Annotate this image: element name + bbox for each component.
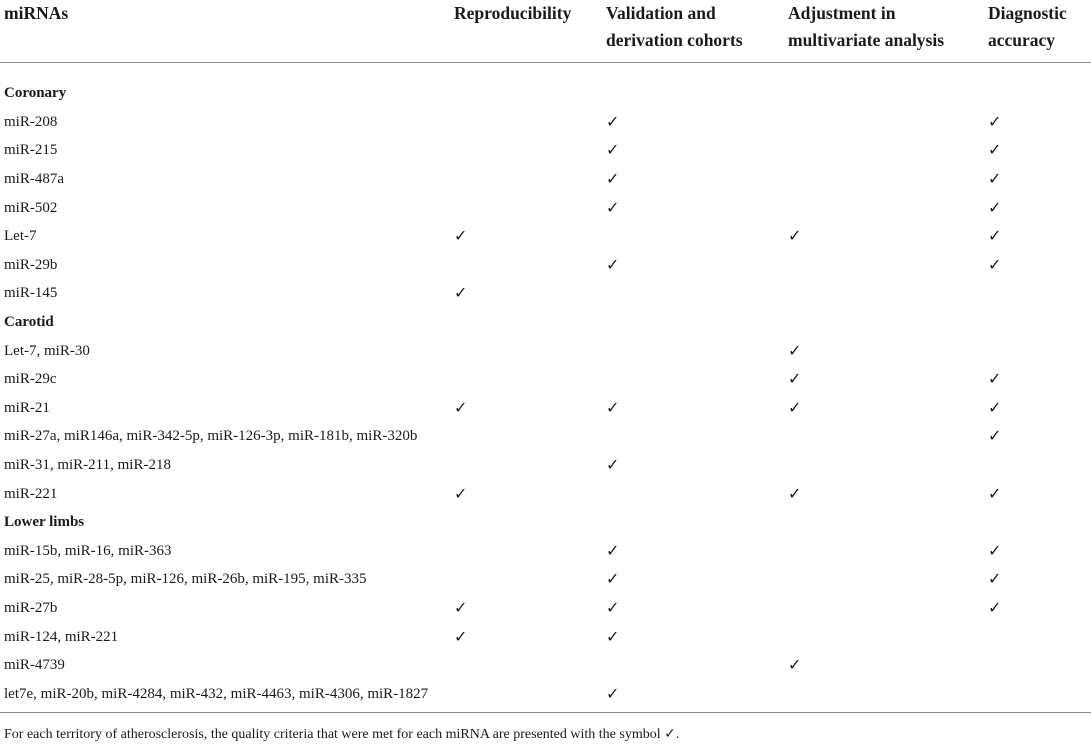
- criteria-cell: [784, 594, 984, 623]
- criteria-cell: [602, 594, 784, 623]
- criteria-cell: [602, 422, 784, 451]
- table-row: [0, 394, 1091, 423]
- checkmark-icon: ✓: [454, 226, 468, 246]
- table-row: [0, 165, 1091, 194]
- criteria-cell: [602, 565, 784, 594]
- criteria-cell: [450, 136, 602, 165]
- checkmark-icon: ✓: [606, 569, 620, 589]
- table-row: [0, 565, 1091, 594]
- mirna-name-cell: miR-29c: [4, 371, 57, 388]
- criteria-cell: [602, 251, 784, 280]
- criteria-cell: [784, 108, 984, 137]
- criteria-cell: [984, 651, 1091, 680]
- criteria-cell: [984, 594, 1091, 623]
- checkmark-icon: ✓: [988, 597, 1002, 617]
- section-header-row: [0, 308, 1091, 337]
- table-row: [0, 622, 1091, 651]
- criteria-cell: [784, 479, 984, 508]
- checkmark-icon: ✓: [606, 169, 620, 189]
- criteria-cell: [450, 422, 602, 451]
- criteria-cell: [602, 479, 784, 508]
- criteria-cell: [984, 108, 1091, 137]
- header-line: derivation cohorts: [606, 30, 743, 50]
- table-row: [0, 336, 1091, 365]
- criteria-cell: [450, 651, 602, 680]
- criteria-cell: [784, 651, 984, 680]
- criteria-cell: [984, 479, 1091, 508]
- table-row: [0, 651, 1091, 680]
- criteria-cell: [602, 394, 784, 423]
- checkmark-icon: ✓: [606, 140, 620, 160]
- header-line: multivariate analysis: [788, 30, 945, 50]
- header-line: Diagnostic: [988, 3, 1067, 23]
- header-adjustment-multivariate: [784, 0, 984, 63]
- criteria-cell: [450, 537, 602, 566]
- criteria-cell: [602, 679, 784, 712]
- table-row: [0, 679, 1091, 712]
- criteria-cell: [784, 622, 984, 651]
- criteria-cell: [450, 622, 602, 651]
- checkmark-icon: ✓: [606, 597, 620, 617]
- checkmark-icon: ✓: [454, 397, 468, 417]
- checkmark-icon: ✓: [988, 226, 1002, 246]
- criteria-cell: [784, 165, 984, 194]
- mirna-name-cell: miR-15b, miR-16, miR-363: [4, 542, 172, 559]
- criteria-cell: [602, 108, 784, 137]
- table-row: [0, 365, 1091, 394]
- mirna-name-cell: miR-487a: [4, 171, 64, 188]
- mirna-name-cell: let7e, miR-20b, miR-4284, miR-432, miR-4463, miR-4306, miR-1827: [0, 679, 450, 712]
- criteria-cell: [450, 565, 602, 594]
- table-row: [0, 136, 1091, 165]
- checkmark-icon: ✓: [788, 226, 802, 246]
- mirna-name-cell: miR-208: [4, 113, 58, 130]
- table-row: [0, 193, 1091, 222]
- mirna-name-cell: miR-29b: [4, 256, 58, 273]
- table-row: [0, 537, 1091, 566]
- criteria-cell: [450, 451, 602, 480]
- footnote-end: .: [675, 727, 680, 742]
- mirna-name-cell: miR-215: [4, 142, 58, 159]
- criteria-cell: [784, 222, 984, 251]
- checkmark-icon: ✓: [606, 626, 620, 646]
- checkmark-icon: ✓: [454, 597, 468, 617]
- checkmark-icon: ✓: [606, 197, 620, 217]
- header-line: Validation and: [606, 3, 716, 23]
- criteria-cell: [784, 365, 984, 394]
- mirna-name-cell: miR-21: [4, 399, 50, 416]
- mirna-name-cell: miR-145: [4, 285, 58, 302]
- criteria-cell: [984, 165, 1091, 194]
- table-row: [0, 222, 1091, 251]
- criteria-cell: [984, 451, 1091, 480]
- criteria-cell: [602, 222, 784, 251]
- criteria-cell: [450, 479, 602, 508]
- criteria-cell: [984, 222, 1091, 251]
- checkmark-icon: ✓: [606, 254, 620, 274]
- section-header-row: [0, 63, 1091, 108]
- header-line: miRNAs: [4, 3, 69, 23]
- criteria-cell: [602, 336, 784, 365]
- checkmark-icon: ✓: [788, 397, 802, 417]
- checkmark-icon: ✓: [988, 483, 1002, 503]
- checkmark-icon: ✓: [788, 655, 802, 675]
- table-header: [0, 0, 1091, 63]
- criteria-cell: [784, 422, 984, 451]
- criteria-cell: [602, 537, 784, 566]
- header-line: Reproducibility: [454, 3, 572, 23]
- criteria-cell: [602, 136, 784, 165]
- checkmark-icon: ✓: [454, 483, 468, 503]
- criteria-cell: [450, 279, 602, 308]
- checkmark-icon: ✓: [606, 540, 620, 560]
- mirna-name-cell: miR-31, miR-211, miR-218: [4, 457, 171, 474]
- table-row: [0, 594, 1091, 623]
- table-row: [0, 251, 1091, 280]
- criteria-cell: [450, 365, 602, 394]
- criteria-cell: [984, 422, 1091, 451]
- checkmark-icon: ✓: [988, 140, 1002, 160]
- table-row: [0, 279, 1091, 308]
- criteria-cell: [602, 622, 784, 651]
- mirna-name-cell: miR-4739: [4, 657, 65, 674]
- criteria-cell: [602, 651, 784, 680]
- criteria-cell: [784, 251, 984, 280]
- checkmark-icon: ✓: [988, 569, 1002, 589]
- criteria-cell: [784, 451, 984, 480]
- criteria-cell: [602, 365, 784, 394]
- section-label: Coronary: [4, 85, 67, 102]
- criteria-cell: [984, 679, 1091, 712]
- criteria-cell: [784, 279, 984, 308]
- section-label: Lower limbs: [4, 514, 85, 531]
- mirna-name-cell: miR-221: [4, 485, 58, 502]
- footnote-text: For each territory of atherosclerosis, the quality criteria that were met for each miRNA are presented with the symbol: [4, 727, 665, 742]
- header-row: [0, 0, 1091, 63]
- criteria-cell: [450, 679, 602, 712]
- header-diagnostic-accuracy: [984, 0, 1091, 63]
- criteria-cell: [450, 222, 602, 251]
- table-row: [0, 479, 1091, 508]
- checkmark-icon: ✓: [988, 397, 1002, 417]
- criteria-cell: [984, 251, 1091, 280]
- checkmark-icon: ✓: [988, 426, 1002, 446]
- mirna-name-cell: miR-25, miR-28-5p, miR-126, miR-26b, miR-195, miR-335: [4, 571, 367, 588]
- mirna-name-cell: miR-27b: [4, 599, 58, 616]
- checkmark-icon: ✓: [606, 683, 620, 703]
- criteria-cell: [450, 165, 602, 194]
- checkmark-icon: ✓: [606, 397, 620, 417]
- criteria-cell: [784, 136, 984, 165]
- table-row: [0, 422, 1091, 451]
- criteria-cell: [602, 165, 784, 194]
- checkmark-icon: ✓: [454, 626, 468, 646]
- criteria-cell: [984, 394, 1091, 423]
- criteria-cell: [450, 108, 602, 137]
- mirna-name-cell: Let-7: [4, 228, 37, 245]
- header-line: Adjustment in: [788, 3, 896, 23]
- checkmark-icon: ✓: [988, 169, 1002, 189]
- table-row: [0, 108, 1091, 137]
- checkmark-icon: ✓: [788, 483, 802, 503]
- criteria-cell: [784, 336, 984, 365]
- checkmark-icon: ✓: [606, 455, 620, 475]
- criteria-cell: [984, 193, 1091, 222]
- section-header-row: [0, 508, 1091, 537]
- criteria-cell: [450, 193, 602, 222]
- criteria-cell: [984, 565, 1091, 594]
- checkmark-icon: ✓: [788, 369, 802, 389]
- mirna-name-cell: miR-124, miR-221: [4, 628, 119, 645]
- criteria-cell: [784, 394, 984, 423]
- header-mirnas: [0, 0, 450, 63]
- checkmark-icon: ✓: [988, 369, 1002, 389]
- mirna-name-cell: Let-7, miR-30: [4, 342, 90, 359]
- criteria-cell: [984, 279, 1091, 308]
- criteria-cell: [784, 565, 984, 594]
- criteria-cell: [450, 336, 602, 365]
- criteria-cell: [984, 136, 1091, 165]
- header-line: accuracy: [988, 30, 1056, 50]
- criteria-cell: [784, 193, 984, 222]
- checkmark-icon: ✓: [988, 254, 1002, 274]
- criteria-cell: [602, 193, 784, 222]
- checkmark-icon: ✓: [988, 540, 1002, 560]
- checkmark-icon: ✓: [454, 283, 468, 303]
- mirna-name-cell: miR-27a, miR146a, miR-342-5p, miR-126-3p, miR-181b, miR-320b: [4, 428, 418, 445]
- criteria-cell: [784, 537, 984, 566]
- criteria-cell: [450, 394, 602, 423]
- criteria-cell: [784, 679, 984, 712]
- checkmark-icon: ✓: [606, 111, 620, 131]
- criteria-cell: [984, 622, 1091, 651]
- section-label: Carotid: [4, 314, 54, 331]
- criteria-cell: [984, 365, 1091, 394]
- table-row: [0, 451, 1091, 480]
- header-reproducibility: [450, 0, 602, 63]
- checkmark-icon: ✓: [788, 340, 802, 360]
- checkmark-icon: ✓: [988, 111, 1002, 131]
- criteria-cell: [602, 279, 784, 308]
- checkmark-icon: ✓: [988, 197, 1002, 217]
- table-body: [0, 63, 1091, 713]
- criteria-cell: [450, 594, 602, 623]
- checkmark-icon: ✓: [664, 726, 676, 742]
- mirna-name-cell: miR-502: [4, 199, 58, 216]
- criteria-cell: [450, 251, 602, 280]
- criteria-cell: [602, 451, 784, 480]
- criteria-cell: [984, 336, 1091, 365]
- criteria-cell: [984, 537, 1091, 566]
- header-validation-derivation: [602, 0, 784, 63]
- table-footnote: [4, 725, 679, 744]
